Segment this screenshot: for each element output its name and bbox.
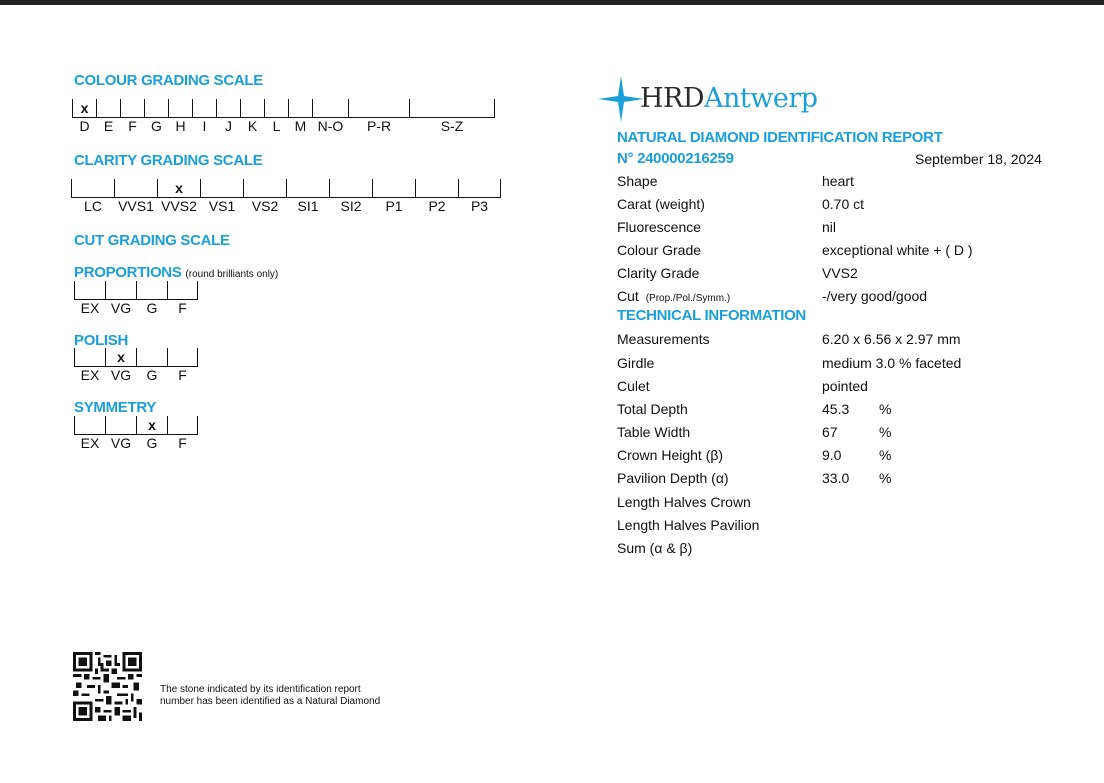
scale-label: M xyxy=(294,118,307,134)
proportions-scale xyxy=(74,281,198,316)
scale-label: P-R xyxy=(366,118,392,134)
footer-note-line1: The stone indicated by its identification report xyxy=(160,684,361,695)
scale-cell-polish-vg xyxy=(105,348,136,383)
cut-label-note: (Prop./Pol./Symm.) xyxy=(645,293,731,304)
scale-label: VS1 xyxy=(208,198,236,214)
scale-cell-colour-p-r xyxy=(348,99,409,134)
scale-label: H xyxy=(175,118,186,134)
measurements-label: Measurements xyxy=(617,331,710,347)
scale-cell-clarity-lc xyxy=(71,179,114,214)
table-width-value: 67 xyxy=(822,424,838,440)
footer-note xyxy=(160,684,380,708)
clarity-grading-scale xyxy=(71,179,501,214)
measurements-value: 6.20 x 6.56 x 2.97 mm xyxy=(822,331,961,347)
girdle-label: Girdle xyxy=(617,355,655,371)
crown-height-value: 9.0 xyxy=(822,447,842,463)
pavilion-depth-unit: % xyxy=(879,470,892,486)
scale-label: VS2 xyxy=(251,198,279,214)
carat-label: Carat (weight) xyxy=(617,196,705,212)
scale-label: VG xyxy=(110,435,132,451)
scale-label: I xyxy=(202,118,207,134)
crown-height-label: Crown Height (β) xyxy=(617,447,724,463)
symmetry-title: SYMMETRY xyxy=(74,399,157,416)
scale-cell-colour-h xyxy=(168,99,192,134)
scale-cell-symmetry-g xyxy=(136,416,167,451)
scale-label: P1 xyxy=(385,198,403,214)
scale-cell-clarity-si1 xyxy=(286,179,329,214)
scale-cell-symmetry-ex xyxy=(74,416,105,451)
scale-cell-colour-k xyxy=(240,99,264,134)
qr-code-icon xyxy=(72,652,143,721)
logo-hrd: HRD xyxy=(640,83,705,114)
cut-label-text: Cut xyxy=(617,288,639,304)
scale-label: G xyxy=(151,118,162,134)
culet-value: pointed xyxy=(822,378,868,394)
carat-value: 0.70 ct xyxy=(822,196,865,212)
colour-grade-value: exceptional white + ( D ) xyxy=(822,242,973,258)
scale-label: G xyxy=(146,435,158,451)
scale-cell-clarity-p3 xyxy=(458,179,501,214)
report-date: September 18, 2024 xyxy=(915,151,1042,167)
table-width-unit: % xyxy=(879,424,892,440)
scale-label: EX xyxy=(80,367,100,383)
length-halves-crown-label: Length Halves Crown xyxy=(617,494,751,510)
technical-title: TECHNICAL INFORMATION xyxy=(617,307,806,324)
scale-label: SI2 xyxy=(340,198,362,214)
scale-label: VG xyxy=(110,300,132,316)
grade-mark: x xyxy=(175,180,183,196)
symmetry-scale xyxy=(74,416,198,451)
scale-cell-polish-f xyxy=(167,348,198,383)
scale-cell-colour-l xyxy=(264,99,288,134)
scale-label: K xyxy=(247,118,258,134)
scale-cell-clarity-p1 xyxy=(372,179,415,214)
cut-value: -/very good/good xyxy=(822,288,928,304)
total-depth-label: Total Depth xyxy=(617,401,688,417)
scale-label: D xyxy=(79,118,90,134)
scale-label: G xyxy=(146,367,158,383)
scale-cell-colour-e xyxy=(96,99,120,134)
scale-cell-colour-d xyxy=(72,99,96,134)
logo-wordmark xyxy=(640,83,818,114)
scale-cell-polish-ex xyxy=(74,348,105,383)
scale-label: LC xyxy=(84,198,102,214)
scale-cell-colour-i xyxy=(192,99,216,134)
clarity-grade-label: Clarity Grade xyxy=(617,265,700,281)
proportions-title-text: PROPORTIONS xyxy=(74,264,182,281)
scale-cell-clarity-vvs2 xyxy=(157,179,200,214)
total-depth-unit: % xyxy=(879,401,892,417)
colour-grade-label: Colour Grade xyxy=(617,242,702,258)
length-halves-pavilion-label: Length Halves Pavilion xyxy=(617,517,760,533)
proportions-title xyxy=(74,264,278,281)
scale-cell-colour-g xyxy=(144,99,168,134)
scale-cell-clarity-vvs1 xyxy=(114,179,157,214)
scale-label: P2 xyxy=(428,198,446,214)
scale-label: F xyxy=(178,435,187,451)
grade-mark: x xyxy=(117,349,125,365)
shape-value: heart xyxy=(822,173,854,189)
pavilion-depth-label: Pavilion Depth (α) xyxy=(617,470,729,486)
scale-cell-proportions-ex xyxy=(74,281,105,316)
report-number: N° 240000216259 xyxy=(617,150,734,167)
scale-label: N-O xyxy=(317,118,344,134)
clarity-scale-title: CLARITY GRADING SCALE xyxy=(74,152,263,169)
scale-label: VG xyxy=(110,367,132,383)
scale-cell-colour-n-o xyxy=(312,99,348,134)
scale-cell-polish-g xyxy=(136,348,167,383)
scale-cell-proportions-f xyxy=(167,281,198,316)
scale-cell-colour-m xyxy=(288,99,312,134)
scale-label: J xyxy=(225,118,232,134)
scale-cell-symmetry-vg xyxy=(105,416,136,451)
scale-cell-clarity-p2 xyxy=(415,179,458,214)
crown-height-unit: % xyxy=(879,447,892,463)
cut-scale-title: CUT GRADING SCALE xyxy=(74,232,230,249)
grade-mark: x xyxy=(148,417,156,433)
scale-label: F xyxy=(178,367,187,383)
scale-label: E xyxy=(103,118,114,134)
scale-cell-clarity-vs2 xyxy=(243,179,286,214)
polish-scale xyxy=(74,348,198,383)
girdle-value: medium 3.0 % faceted xyxy=(822,355,962,371)
table-width-label: Table Width xyxy=(617,424,691,440)
polish-title: POLISH xyxy=(74,332,129,349)
scale-label: P3 xyxy=(470,198,489,214)
footer-note-line2: number has been identified as a Natural Diamond xyxy=(160,696,381,707)
hrd-logo xyxy=(598,76,644,127)
top-border xyxy=(0,0,1104,5)
scale-label: S-Z xyxy=(440,118,464,134)
grade-mark: x xyxy=(80,100,89,116)
proportions-note: (round brilliants only) xyxy=(185,269,279,280)
scale-label: EX xyxy=(80,300,100,316)
scale-label: EX xyxy=(80,435,100,451)
colour-scale-title: COLOUR GRADING SCALE xyxy=(74,72,264,89)
pavilion-depth-value: 33.0 xyxy=(822,470,850,486)
shape-label: Shape xyxy=(617,173,658,189)
total-depth-value: 45.3 xyxy=(822,401,850,417)
sum-angles-label: Sum (α & β) xyxy=(617,540,693,556)
scale-cell-proportions-g xyxy=(136,281,167,316)
scale-cell-proportions-vg xyxy=(105,281,136,316)
scale-cell-colour-f xyxy=(120,99,144,134)
scale-label: SI1 xyxy=(297,198,319,214)
scale-cell-symmetry-f xyxy=(167,416,198,451)
scale-label: L xyxy=(272,118,281,134)
scale-cell-clarity-si2 xyxy=(329,179,372,214)
fluorescence-value: nil xyxy=(822,219,837,235)
logo-antwerp: Antwerp xyxy=(704,83,818,114)
clarity-grade-value: VVS2 xyxy=(822,265,858,281)
scale-label: F xyxy=(128,118,137,134)
report-title: NATURAL DIAMOND IDENTIFICATION REPORT xyxy=(617,129,943,146)
scale-label: VVS1 xyxy=(118,198,154,214)
colour-grading-scale xyxy=(72,99,495,134)
scale-label: F xyxy=(178,300,187,316)
fluorescence-label: Fluorescence xyxy=(617,219,702,235)
four-point-star-icon xyxy=(598,76,644,122)
scale-label: VVS2 xyxy=(161,198,197,214)
cut-label xyxy=(617,288,730,304)
scale-label: G xyxy=(146,300,158,316)
scale-cell-colour-s-z xyxy=(409,99,495,134)
scale-cell-clarity-vs1 xyxy=(200,179,243,214)
culet-label: Culet xyxy=(617,378,650,394)
scale-cell-colour-j xyxy=(216,99,240,134)
